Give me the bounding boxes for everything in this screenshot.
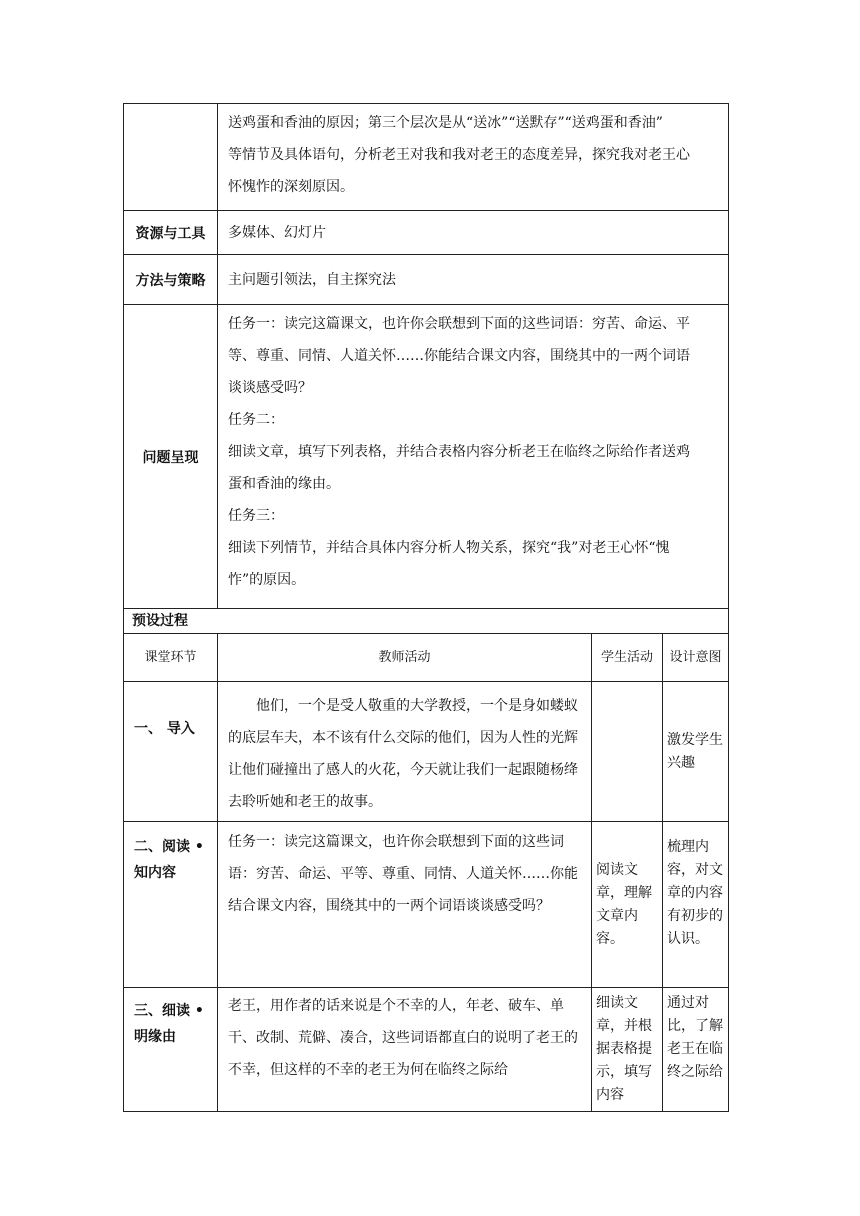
text-line: 等情节及具体语句，分析老王对我和我对老王的态度差异，探究我对老王心 bbox=[228, 147, 690, 163]
student-activity bbox=[592, 682, 663, 822]
continuation-text bbox=[218, 104, 729, 211]
lesson-plan-table bbox=[123, 103, 729, 1112]
design-intent: 通过对比，了解老王在临终之际给 bbox=[663, 988, 729, 1112]
design-intent: 激发学生兴趣 bbox=[663, 682, 729, 822]
text-line: 谈谈感受吗？ bbox=[228, 380, 312, 396]
text-line: 任务二： bbox=[228, 412, 284, 428]
stage-cell: 三、细读 •明缘由 bbox=[124, 988, 218, 1112]
text-line: 等、尊重、同情、人道关怀……你能结合课文内容，围绕其中的一两个词语 bbox=[228, 348, 690, 364]
text-line: 细读下列情节，并结合具体内容分析人物关系，探究“我”对老王心怀“愧 bbox=[228, 540, 670, 556]
continuation-label-cell bbox=[124, 104, 218, 211]
teacher-header: 教师活动 bbox=[218, 634, 592, 682]
intent-header: 设计意图 bbox=[663, 634, 729, 682]
text-line: 任务三： bbox=[228, 508, 284, 524]
text-line: 怀愧怍的深刻原因。 bbox=[228, 179, 354, 195]
process-title: 预设过程 bbox=[124, 609, 729, 634]
teacher-activity: 任务一：读完这篇课文，也许你会联想到下面的这些词语：穷苦、命运、平等、尊重、同情、人道关怀……你能结合课文内容，围绕其中的一两个词语谈谈感受吗？ bbox=[218, 822, 592, 988]
problems-label: 问题呈现 bbox=[124, 305, 218, 609]
stage-cell: 二、阅读 •知内容 bbox=[124, 822, 218, 988]
stage-header: 课堂环节 bbox=[124, 634, 218, 682]
resources-value: 多媒体、幻灯片 bbox=[218, 211, 729, 255]
resources-label: 资源与工具 bbox=[124, 211, 218, 255]
student-activity: 细读文章，并根据表格提示，填写内容 bbox=[592, 988, 663, 1112]
design-intent: 梳理内容，对文章的内容有初步的认识。 bbox=[663, 822, 729, 988]
lesson-plan-page bbox=[123, 103, 728, 1112]
teacher-activity: 老王，用作者的话来说是个不幸的人，年老、破车、单干、改制、荒僻、凑合，这些词语都直白的说明了老王的不幸，但这样的不幸的老王为何在临终之际给 bbox=[218, 988, 592, 1112]
text-line: 怍”的原因。 bbox=[228, 572, 306, 588]
stage-cell: 一、 导入 bbox=[124, 682, 218, 822]
teacher-activity: 他们，一个是受人敬重的大学教授，一个是身如蝼蚁的底层车夫，本不该有什么交际的他们，因为人性的光辉让他们碰撞出了感人的火花，今天就让我们一起跟随杨绛去聆听她和老王的故事。 bbox=[218, 682, 592, 822]
methods-value: 主问题引领法，自主探究法 bbox=[218, 255, 729, 305]
methods-label: 方法与策略 bbox=[124, 255, 218, 305]
student-activity: 阅读文章，理解文章内容。 bbox=[592, 822, 663, 988]
text-line: 蛋和香油的缘由。 bbox=[228, 476, 340, 492]
student-header: 学生活动 bbox=[592, 634, 663, 682]
text-line: 送鸡蛋和香油的原因；第三个层次是从“送冰”“送默存”“送鸡蛋和香油” bbox=[228, 115, 663, 131]
problems-text bbox=[218, 305, 729, 609]
text-line: 任务一：读完这篇课文，也许你会联想到下面的这些词语：穷苦、命运、平 bbox=[228, 316, 690, 332]
text-line: 细读文章，填写下列表格，并结合表格内容分析老王在临终之际给作者送鸡 bbox=[228, 444, 690, 460]
